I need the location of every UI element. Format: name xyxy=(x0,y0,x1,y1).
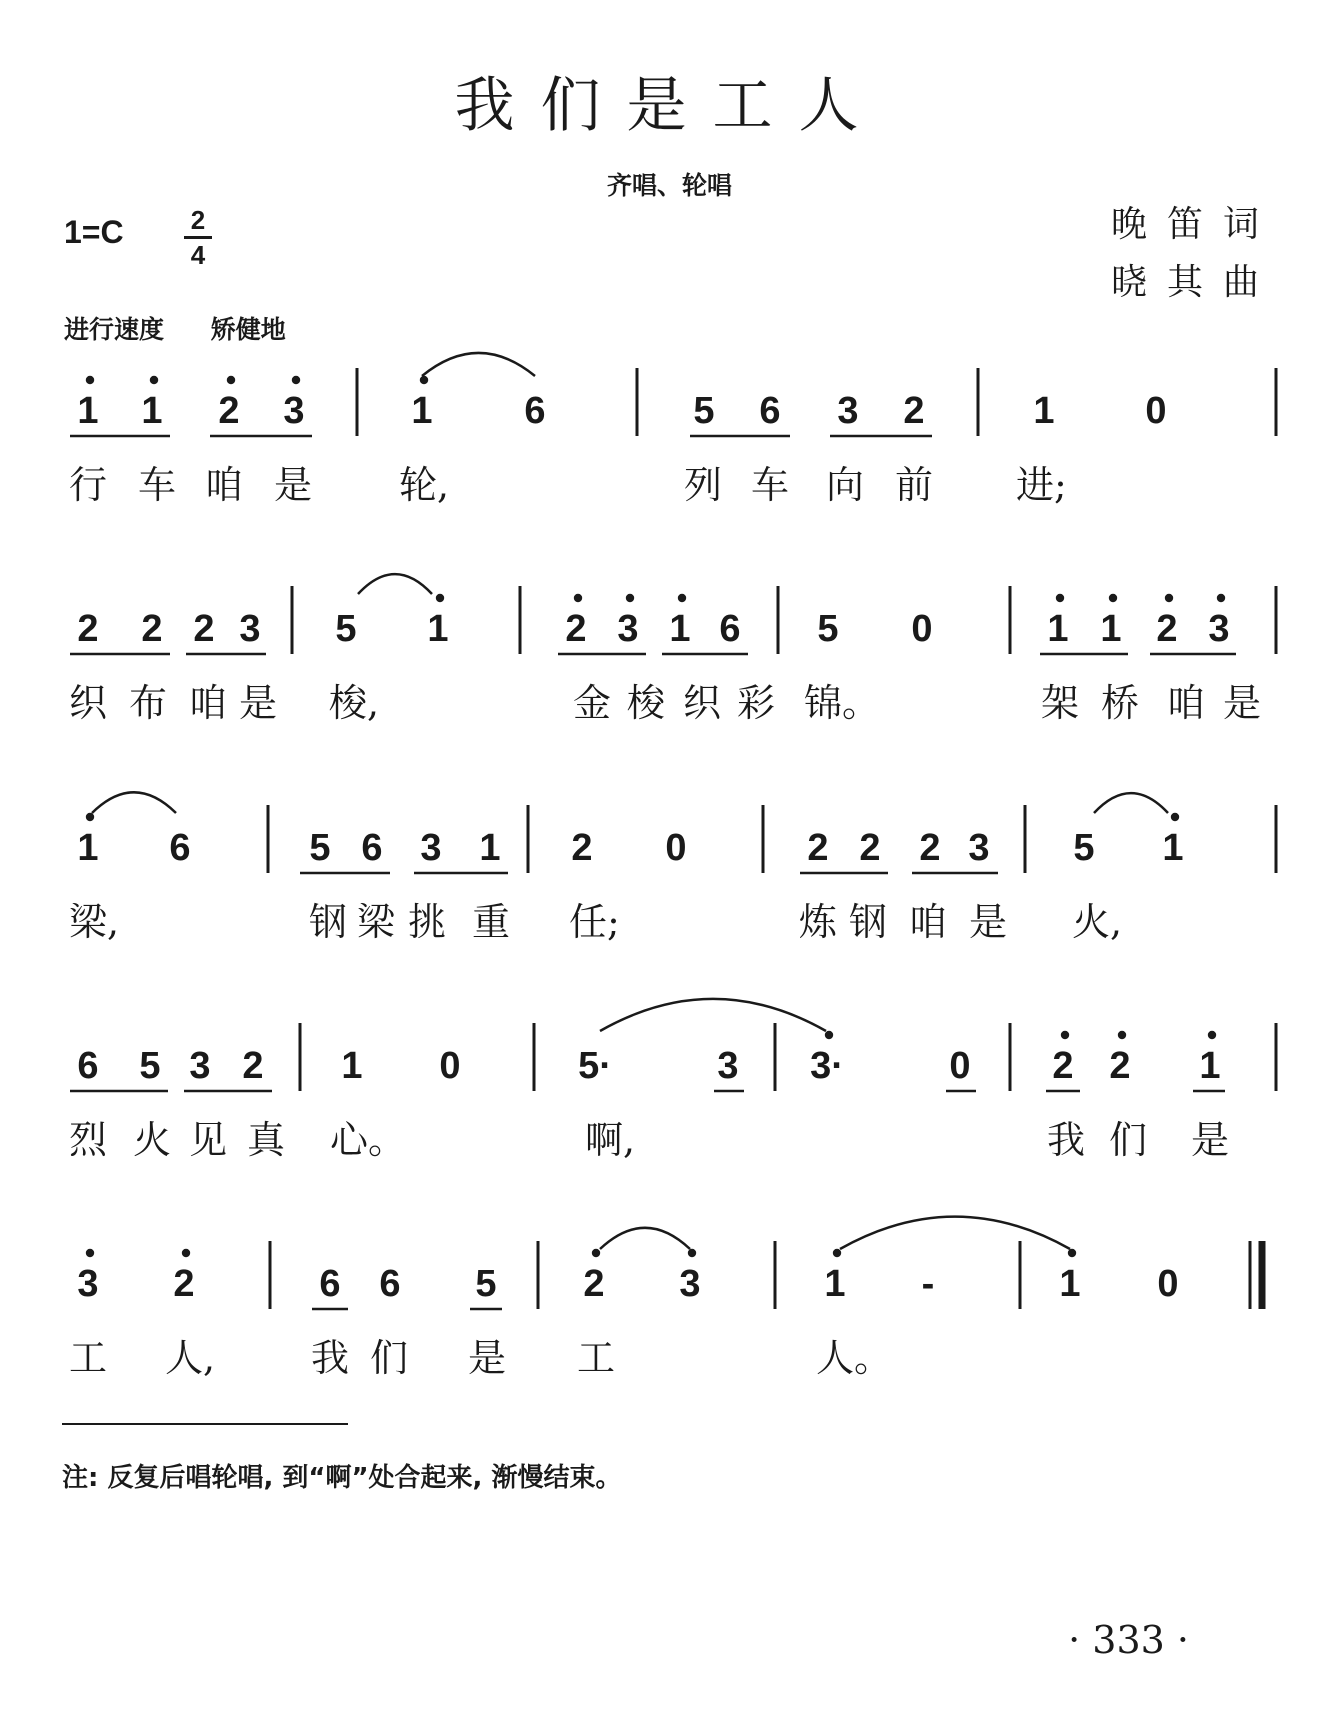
slur xyxy=(600,999,826,1031)
lyric-char: 金 xyxy=(573,681,612,725)
note: 3 xyxy=(189,1045,211,1087)
octave-dot-above xyxy=(688,1249,696,1257)
note: 6 xyxy=(319,1263,341,1305)
note: 2 xyxy=(218,390,240,432)
octave-dot-above xyxy=(292,376,300,384)
lyric-char: 们 xyxy=(370,1336,409,1380)
note: 0 xyxy=(949,1045,971,1087)
slur xyxy=(600,1228,690,1249)
lyric-char: 梭, xyxy=(329,681,380,725)
note: 1 xyxy=(1162,827,1184,869)
note: 2 xyxy=(565,608,587,650)
lyric-char: 轮, xyxy=(399,463,450,507)
score-layer xyxy=(69,353,1276,1380)
note: 0 xyxy=(1145,390,1167,432)
lyric-char: 火 xyxy=(133,1118,172,1162)
lyric-char: 前 xyxy=(895,463,934,507)
lyric-char: 咱 xyxy=(205,463,244,507)
lyric-char: 是 xyxy=(1191,1118,1230,1162)
note: 3 xyxy=(239,608,261,650)
note: 1 xyxy=(341,1045,363,1087)
note: 5· xyxy=(578,1045,612,1087)
note: 5 xyxy=(1073,827,1095,869)
footnote: 注: 反复后唱轮唱, 到“啊”处合起来, 渐慢结束。 xyxy=(62,1463,622,1493)
octave-dot-above xyxy=(1165,594,1173,602)
lyric-char: 真 xyxy=(247,1118,286,1162)
lyric-char: 是 xyxy=(274,463,313,507)
key-signature: 1=C xyxy=(64,214,124,250)
note: 0 xyxy=(911,608,933,650)
note: 2 xyxy=(242,1045,264,1087)
lyric-char: 挑 xyxy=(408,900,447,944)
note: 2 xyxy=(859,827,881,869)
octave-dot-above xyxy=(1118,1031,1126,1039)
lyricist-credit: 晚笛词 xyxy=(1110,204,1279,245)
note: 3 xyxy=(617,608,639,650)
footnote-divider xyxy=(62,1423,348,1425)
slur xyxy=(422,353,535,376)
lyric-char: 梁, xyxy=(69,900,120,944)
lyric-char: 烈 xyxy=(69,1118,108,1162)
tempo-style: 矫健地 xyxy=(210,315,286,344)
lyric-char: 是 xyxy=(969,900,1008,944)
lyric-char: 梁 xyxy=(357,900,396,944)
note: 6 xyxy=(524,390,546,432)
note: 6 xyxy=(169,827,191,869)
note: 3 xyxy=(717,1045,739,1087)
octave-dot-above xyxy=(1068,1249,1076,1257)
lyric-char: 们 xyxy=(1109,1118,1148,1162)
note: 2 xyxy=(1052,1045,1074,1087)
note: 5 xyxy=(817,608,839,650)
lyric-char: 向 xyxy=(826,463,865,507)
octave-dot-above xyxy=(86,813,94,821)
composer-credit: 晓其曲 xyxy=(1110,262,1279,303)
octave-dot-above xyxy=(574,594,582,602)
slur xyxy=(358,574,432,594)
slur xyxy=(1094,793,1168,813)
page-number: · 333 · xyxy=(1068,1618,1189,1662)
lyric-char: 重 xyxy=(472,900,511,944)
note: 2 xyxy=(173,1263,195,1305)
note: 1 xyxy=(1100,608,1122,650)
note: 3 xyxy=(77,1263,99,1305)
note: 3 xyxy=(420,827,442,869)
note: 2 xyxy=(807,827,829,869)
note: 2 xyxy=(1109,1045,1131,1087)
octave-dot-above xyxy=(227,376,235,384)
note: 3 xyxy=(1208,608,1230,650)
note: 2 xyxy=(77,608,99,650)
lyric-char: 咱 xyxy=(189,681,228,725)
lyric-char: 布 xyxy=(129,681,168,725)
lyric-char: 架 xyxy=(1041,681,1080,725)
lyric-char: 桥 xyxy=(1101,681,1140,725)
lyric-char: 工 xyxy=(577,1336,616,1380)
lyric-char: 织 xyxy=(69,681,108,725)
note: 3 xyxy=(283,390,305,432)
meter-bottom: 4 xyxy=(190,240,206,270)
octave-dot-above xyxy=(86,1249,94,1257)
octave-dot-above xyxy=(1056,594,1064,602)
lyric-char: 列 xyxy=(684,463,723,507)
octave-dot-above xyxy=(592,1249,600,1257)
note: 1 xyxy=(669,608,691,650)
octave-dot-above xyxy=(1217,594,1225,602)
slur xyxy=(92,792,176,813)
note: 1 xyxy=(1199,1045,1221,1087)
octave-dot-above xyxy=(1061,1031,1069,1039)
octave-dot-above xyxy=(182,1249,190,1257)
song-subtitle: 齐唱、轮唱 xyxy=(606,171,732,200)
lyric-char: 工 xyxy=(69,1336,108,1380)
song-title: 我们是工人 xyxy=(454,71,885,141)
octave-dot-above xyxy=(1171,813,1179,821)
lyric-char: 啊, xyxy=(585,1118,636,1162)
note: 5 xyxy=(335,608,357,650)
note: 2 xyxy=(1156,608,1178,650)
lyric-char: 炼 xyxy=(799,900,838,944)
note: 6 xyxy=(719,608,741,650)
lyric-char: 是 xyxy=(468,1336,507,1380)
note: 3 xyxy=(837,390,859,432)
lyric-char: 车 xyxy=(138,463,177,507)
lyric-char: 咱 xyxy=(909,900,948,944)
note: 0 xyxy=(665,827,687,869)
lyric-char: 心。 xyxy=(330,1118,407,1162)
note: 1 xyxy=(427,608,449,650)
octave-dot-above xyxy=(1109,594,1117,602)
octave-dot-above xyxy=(678,594,686,602)
note: 2 xyxy=(141,608,163,650)
lyric-char: 人。 xyxy=(816,1336,893,1380)
note: 6 xyxy=(379,1263,401,1305)
note: 2 xyxy=(571,827,593,869)
lyric-char: 车 xyxy=(751,463,790,507)
note: 0 xyxy=(439,1045,461,1087)
lyric-char: 钢 xyxy=(309,900,348,944)
octave-dot-above xyxy=(833,1249,841,1257)
lyric-char: 见 xyxy=(189,1118,228,1162)
note: 6 xyxy=(759,390,781,432)
note: 1 xyxy=(824,1263,846,1305)
note: 1 xyxy=(1059,1263,1081,1305)
note: 5 xyxy=(475,1263,497,1305)
note: 5 xyxy=(309,827,331,869)
lyric-char: 咱 xyxy=(1167,681,1206,725)
note: 1 xyxy=(1033,390,1055,432)
note: 2 xyxy=(583,1263,605,1305)
note: - xyxy=(921,1263,935,1305)
lyric-char: 任; xyxy=(569,900,620,944)
lyric-char: 彩 xyxy=(737,681,776,725)
lyric-char: 进; xyxy=(1016,463,1067,507)
note: 1 xyxy=(77,390,99,432)
note: 1 xyxy=(77,827,99,869)
octave-dot-above xyxy=(825,1031,833,1039)
octave-dot-above xyxy=(1208,1031,1216,1039)
note: 2 xyxy=(903,390,925,432)
note: 1 xyxy=(141,390,163,432)
note: 5 xyxy=(139,1045,161,1087)
octave-dot-above xyxy=(150,376,158,384)
tempo-speed: 进行速度 xyxy=(64,315,165,344)
octave-dot-above xyxy=(86,376,94,384)
note: 2 xyxy=(919,827,941,869)
lyric-char: 人, xyxy=(165,1336,216,1380)
octave-dot-above xyxy=(436,594,444,602)
note: 1 xyxy=(411,390,433,432)
meter-top: 2 xyxy=(190,205,206,235)
note: 1 xyxy=(1047,608,1069,650)
note: 6 xyxy=(77,1045,99,1087)
note: 3 xyxy=(968,827,990,869)
octave-dot-above xyxy=(420,376,428,384)
lyric-char: 行 xyxy=(69,463,108,507)
lyric-char: 是 xyxy=(239,681,278,725)
note: 3· xyxy=(810,1045,844,1087)
note: 5 xyxy=(693,390,715,432)
note: 1 xyxy=(479,827,501,869)
octave-dot-above xyxy=(626,594,634,602)
note: 0 xyxy=(1157,1263,1179,1305)
slur xyxy=(840,1217,1070,1249)
lyric-char: 织 xyxy=(683,681,722,725)
lyric-char: 钢 xyxy=(849,900,888,944)
lyric-char: 是 xyxy=(1223,681,1262,725)
lyric-char: 我 xyxy=(311,1336,350,1380)
note: 6 xyxy=(361,827,383,869)
note: 2 xyxy=(193,608,215,650)
lyric-char: 火, xyxy=(1072,900,1123,944)
lyric-char: 锦。 xyxy=(804,681,881,725)
lyric-char: 我 xyxy=(1047,1118,1086,1162)
lyric-char: 梭 xyxy=(627,681,666,725)
note: 3 xyxy=(679,1263,701,1305)
